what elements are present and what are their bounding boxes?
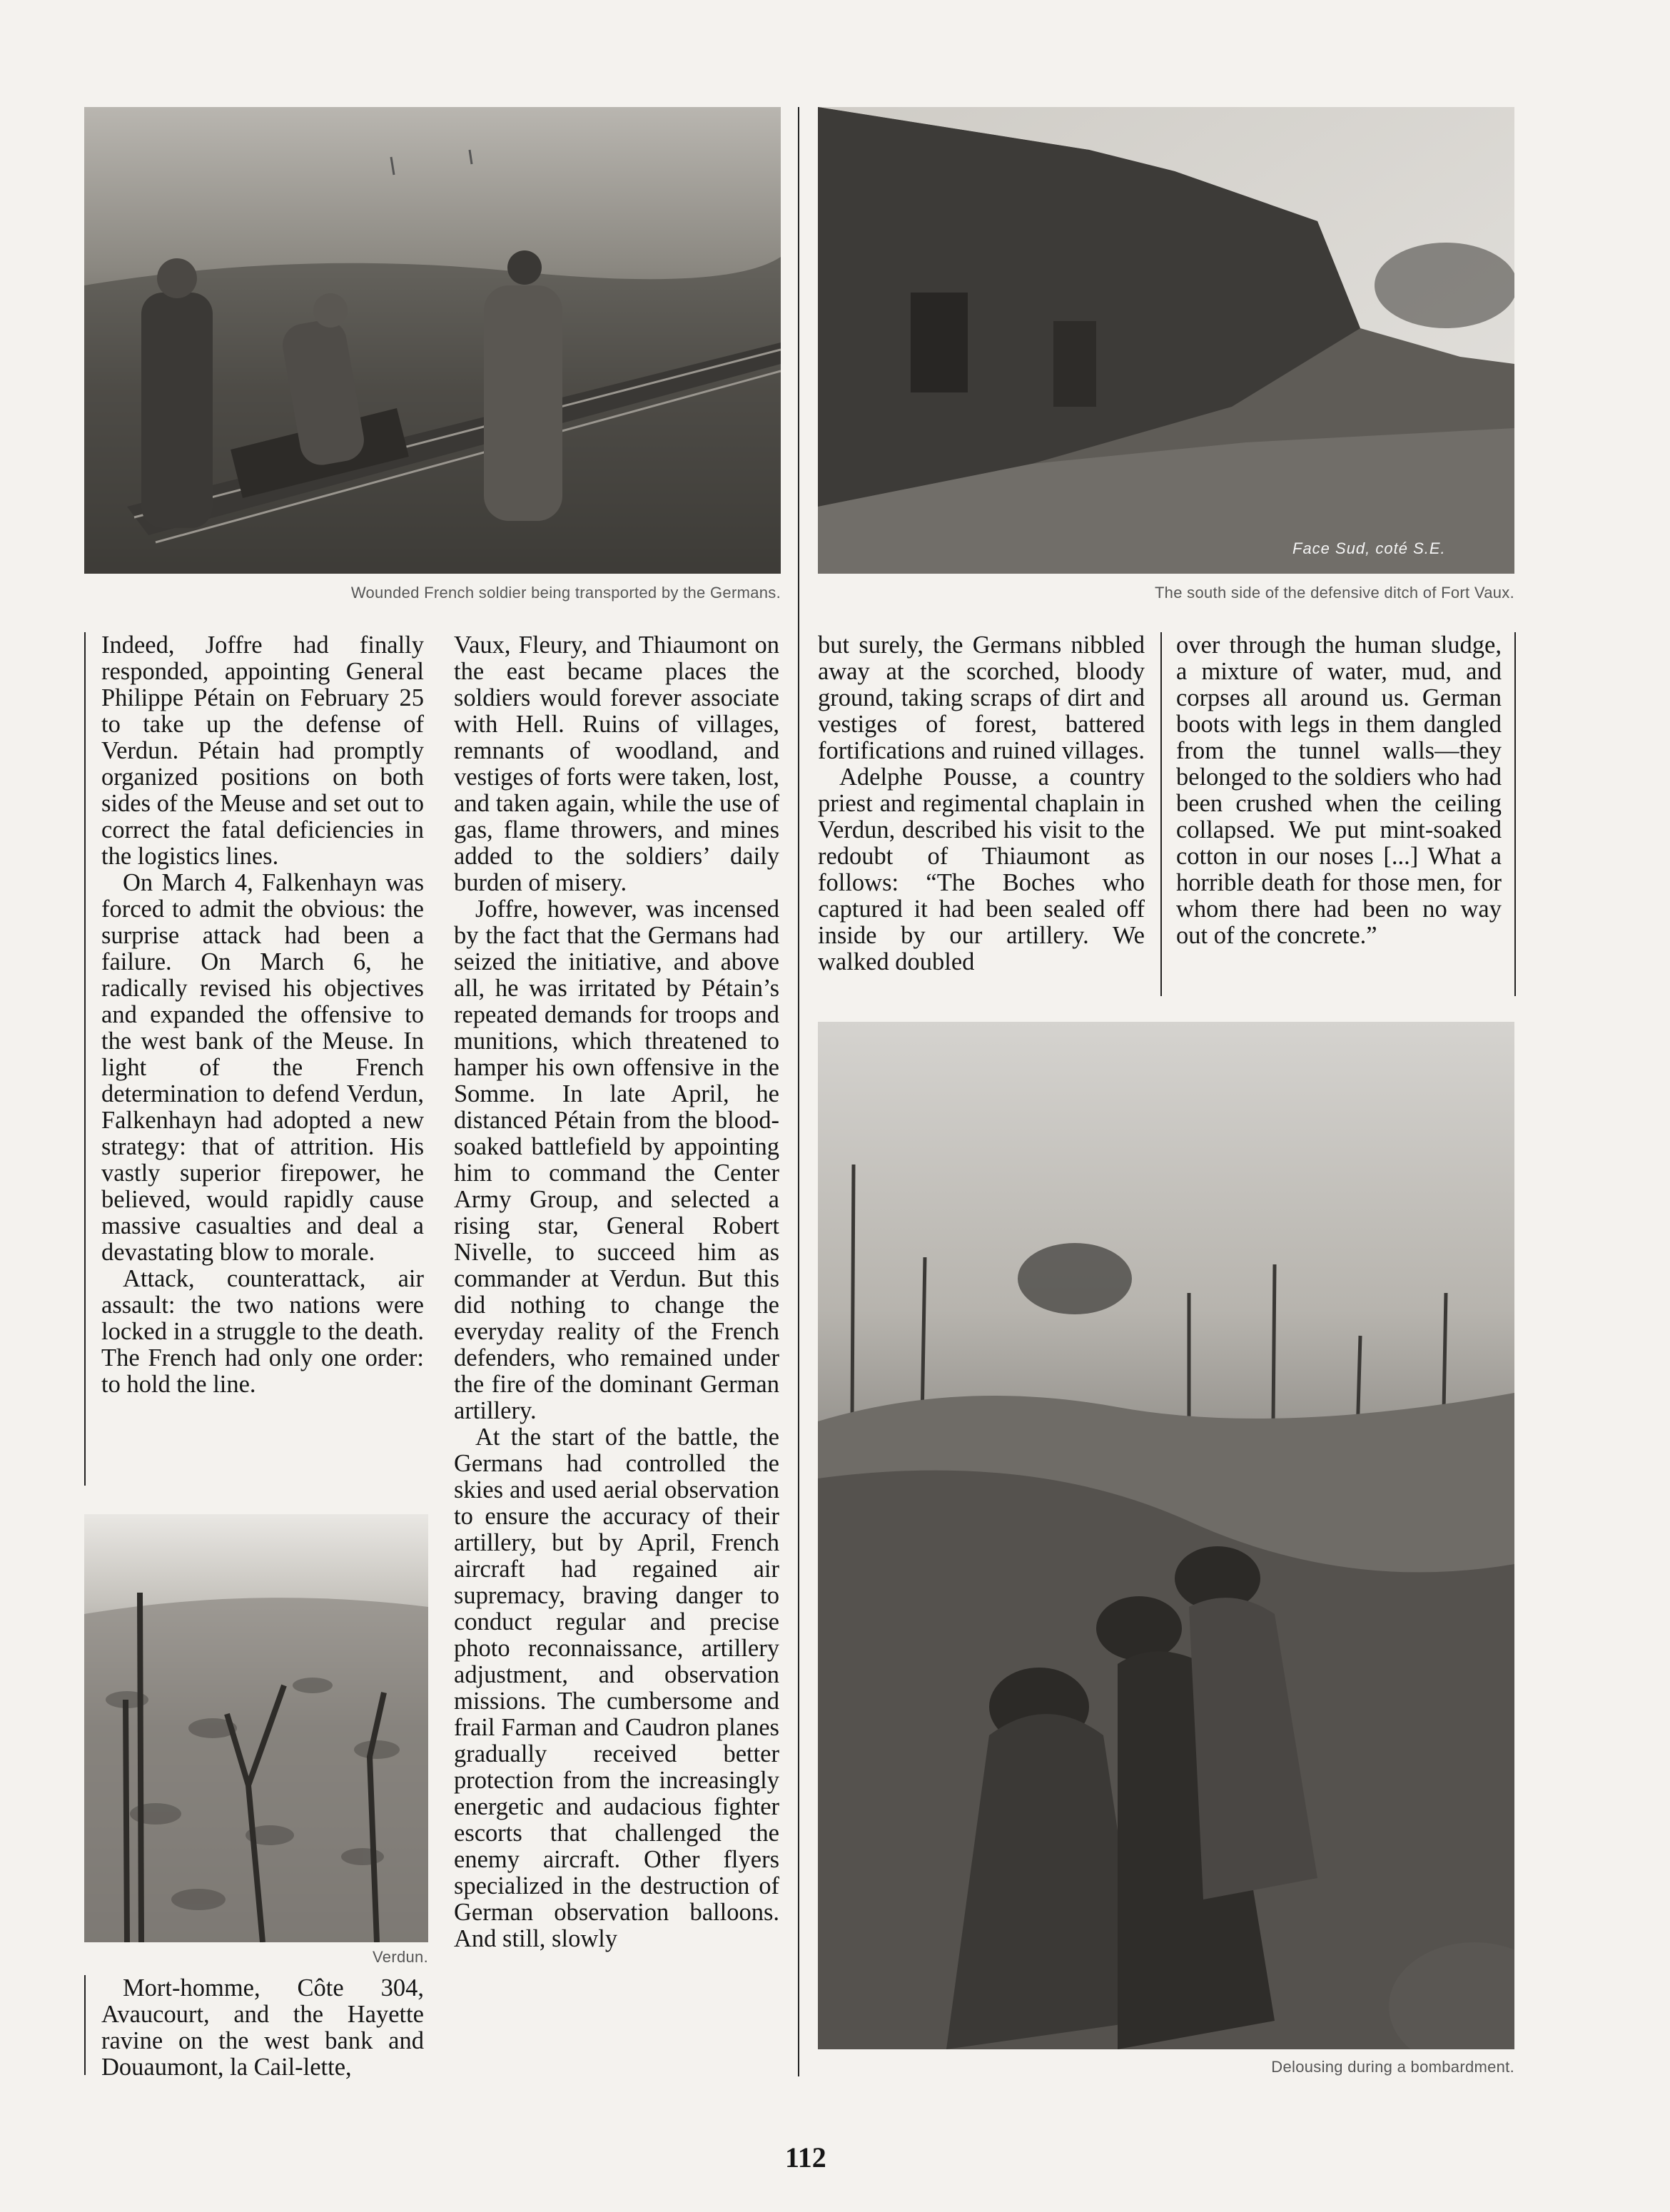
- photo-wounded-soldier-image: [84, 107, 781, 574]
- rule-col3-col4: [1160, 632, 1162, 996]
- photo-verdun: [84, 1514, 428, 1942]
- text-column-1-bottom: [101, 1975, 424, 2081]
- paragraph: Mort-homme, Côte 304, Avaucourt, and the Hayette ravine on the west bank and Douaumont, la Cail-lette,: [101, 1974, 424, 2081]
- rule-col4-right: [1514, 632, 1516, 996]
- paragraph: Vaux, Fleury, and Thiaumont on the east became places the soldiers would forever associate with Hell. Ruins of villages, remnants of woodland, and vestiges of forts were taken, lost, and taken again, while the use of gas, flame throwers, and mines added to the soldiers’ daily burden of misery.: [454, 631, 779, 896]
- paragraph: but surely, the Germans nibbled away at the scorched, bloody ground, taking scraps of dirt and vestiges of forest, battered fortifications and ruined villages.: [818, 631, 1145, 764]
- text-column-1-top: [101, 632, 424, 1398]
- photo-delousing: [818, 1022, 1514, 2049]
- rule-gutter-top: [798, 107, 799, 2076]
- caption-delousing: Delousing during a bombardment.: [1271, 2058, 1514, 2076]
- text-column-2: [454, 632, 779, 1952]
- caption-wounded: Wounded French soldier being transported by the Germans.: [350, 584, 781, 602]
- photo-fort-vaux: [818, 107, 1514, 574]
- paragraph: Indeed, Joffre had finally responded, appointing General Philippe Pétain on February 25 to take up the defense of Verdun. Pétain had promptly organized positions on both sides of the Meuse and set out to correct the fatal deficiencies in the logistics lines.: [101, 631, 424, 870]
- caption-fort-vaux: The south side of the defensive ditch of Fort Vaux.: [1154, 584, 1514, 602]
- photo-wounded-soldier: [84, 107, 781, 574]
- rule-col1-top: [84, 632, 86, 1486]
- photo-fort-vaux-image: [818, 107, 1514, 574]
- paragraph: Joffre, however, was incensed by the fact that the Germans had seized the initiative, and above all, he was irritated by Pétain’s repeated demands for troops and munitions, which threatened to hamper his own offensive in the Somme. In late April, he distanced Pétain from the blood-soaked battlefield by appointing him to command the Center Army Group, and selected a rising star, General Robert Nivelle, to succeed him as commander at Verdun. But this did nothing to change the everyday reality of the French defenders, who remained under the fire of the dominant German artillery.: [454, 896, 779, 1424]
- text-column-3: [818, 632, 1145, 975]
- paragraph: Attack, counterattack, air assault: the two nations were locked in a struggle to the death. The French had only one order: to hold the line.: [101, 1265, 424, 1398]
- paragraph: On March 4, Falkenhayn was forced to admit the obvious: the surprise attack had been a failure. On March 6, he radically revised his objectives and expanded the offensive to the west bank of the Meuse. In light of the French determination to defend Verdun, Falkenhayn had adopted a new strategy: that of attrition. His vastly superior firepower, he believed, would rapidly cause massive casualties and deal a devastating blow to morale.: [101, 869, 424, 1266]
- photo-delousing-image: [818, 1022, 1514, 2049]
- page-number: 112: [785, 2141, 826, 2173]
- paragraph: At the start of the battle, the Germans had controlled the skies and used aerial observation to ensure the accuracy of their artillery, but by April, French aircraft had regained air supremacy, braving danger to conduct regular and precise photo reconnaissance, artillery adjustment, and observation missions. The cumbersome and frail Farman and Caudron planes gradually received better protection from the increasingly energetic and audacious fighter escorts that challenged the enemy aircraft. Other flyers specialized in the destruction of German observation balloons. And still, slowly: [454, 1424, 779, 1952]
- paragraph: Adelphe Pousse, a country priest and regimental chaplain in Verdun, described his visit to the redoubt of Thiaumont as follows: “The Boches who captured it had been sealed off inside by our artillery. We walked doubled: [818, 763, 1145, 975]
- paragraph: over through the human sludge, a mixture of water, mud, and corpses all around us. German boots with legs in them dangled from the tunnel walls—they belonged to the soldiers who had been crushed when the ceiling collapsed. We put mint-soaked cotton in our noses [...] What a horrible death for those men, for whom there had been no way out of the concrete.”: [1176, 631, 1502, 949]
- photo-verdun-image: [84, 1514, 428, 1942]
- photo-fort-vaux-label: Face Sud, coté S.E.: [1292, 539, 1446, 557]
- caption-verdun: Verdun.: [373, 1948, 428, 1966]
- text-column-4: [1176, 632, 1502, 949]
- rule-col1-bottom: [84, 1975, 86, 2075]
